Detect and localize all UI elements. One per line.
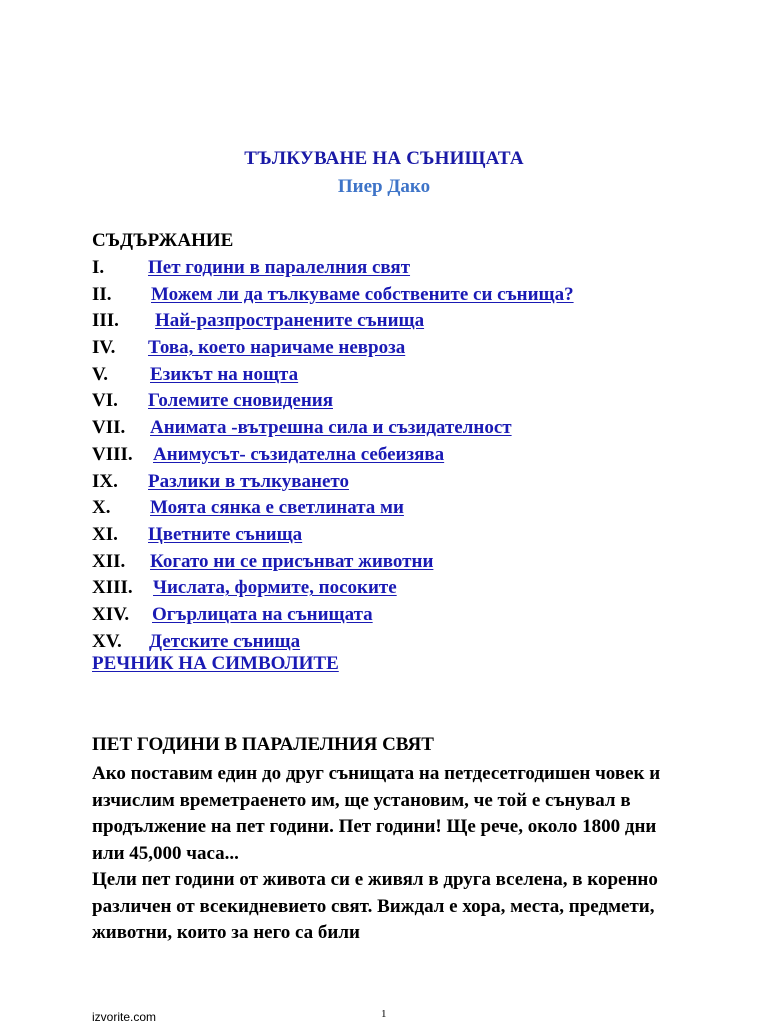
toc-number: IX. <box>92 470 118 492</box>
toc-link-7[interactable]: Анимата -вътрешна сила и съзидателност <box>150 417 512 439</box>
toc-number: VIII. <box>92 443 133 465</box>
toc-link-3[interactable]: Най-разпространените сънища <box>155 310 425 332</box>
toc-number: IV. <box>92 337 116 359</box>
toc-item-4 <box>92 335 406 362</box>
toc-link-8[interactable]: Анимусът- съзидателна себеизява <box>153 443 445 465</box>
toc-number: II. <box>92 283 112 305</box>
toc-number: VI. <box>92 390 118 412</box>
table-of-contents <box>92 255 574 655</box>
toc-link-5[interactable]: Езикът на нощта <box>150 363 299 385</box>
toc-link-12[interactable]: Когато ни се присънват животни <box>150 550 434 572</box>
toc-item-8 <box>92 442 445 469</box>
toc-item-13 <box>92 575 397 602</box>
toc-number: III. <box>92 310 119 332</box>
toc-number: XIV. <box>92 603 130 625</box>
toc-heading: СЪДЪРЖАНИЕ <box>92 230 234 251</box>
toc-number: VII. <box>92 417 126 439</box>
toc-item-15 <box>92 629 301 656</box>
symbols-dictionary-link[interactable]: РЕЧНИК НА СИМВОЛИТЕ <box>92 653 339 674</box>
toc-item-3 <box>92 308 425 335</box>
toc-number: V. <box>92 363 109 385</box>
toc-number: X. <box>92 497 111 519</box>
footer-site: izvorite.com <box>92 1010 157 1024</box>
document-author: Пиер Дако <box>337 176 431 197</box>
toc-item-14 <box>92 602 373 629</box>
paragraph: Цели пет години от живота си е живял в друга вселена, в коренно различен от всекидневието свят. Виждал е хора, места, предмети, животни, които за него са били <box>92 869 658 943</box>
toc-item-12 <box>92 549 434 576</box>
toc-item-2 <box>92 282 574 309</box>
toc-item-7 <box>92 415 512 442</box>
toc-link-11[interactable]: Цветните сънища <box>148 523 303 545</box>
document-title: ТЪЛКУВАНЕ НА СЪНИЩАТА <box>244 148 524 169</box>
toc-item-11 <box>92 522 303 549</box>
toc-link-15[interactable]: Детските сънища <box>149 630 301 652</box>
body-text <box>92 761 692 947</box>
toc-number: XII. <box>92 550 126 572</box>
toc-number: I. <box>92 257 105 278</box>
toc-link-2[interactable]: Можем ли да тълкуваме собствените си сънища? <box>151 283 574 305</box>
toc-link-14[interactable]: Огърлицата на сънищата <box>152 603 373 625</box>
toc-number: XV. <box>92 630 122 652</box>
toc-number: XI. <box>92 523 118 545</box>
paragraph: Ако поставим един до друг сънищата на петдесетгодишен човек и изчислим времетраенето им, ще установим, че той е сънувал в продължение на пет години. Пет години! Ще рече, около 1800 дни или 45,000 часа... <box>92 763 661 864</box>
toc-item-6 <box>92 388 333 415</box>
toc-item-5 <box>92 362 299 389</box>
toc-link-10[interactable]: Моята сянка е светлината ми <box>150 497 404 519</box>
toc-link-6[interactable]: Големите сновидения <box>148 390 333 412</box>
toc-link-4[interactable]: Това, което наричаме невроза <box>148 337 406 359</box>
toc-item-9 <box>92 469 349 496</box>
toc-item-10 <box>92 495 404 522</box>
toc-link-9[interactable]: Разлики в тълкуването <box>148 470 349 492</box>
section-heading: ПЕТ ГОДИНИ В ПАРАЛЕЛНИЯ СВЯТ <box>92 734 434 755</box>
toc-link-13[interactable]: Числата, формите, посоките <box>153 577 397 599</box>
toc-link-1[interactable]: Пет години в паралелния свят <box>148 257 411 278</box>
page-number: 1 <box>381 1008 387 1020</box>
toc-item-1 <box>92 255 411 282</box>
toc-number: XIII. <box>92 577 133 599</box>
